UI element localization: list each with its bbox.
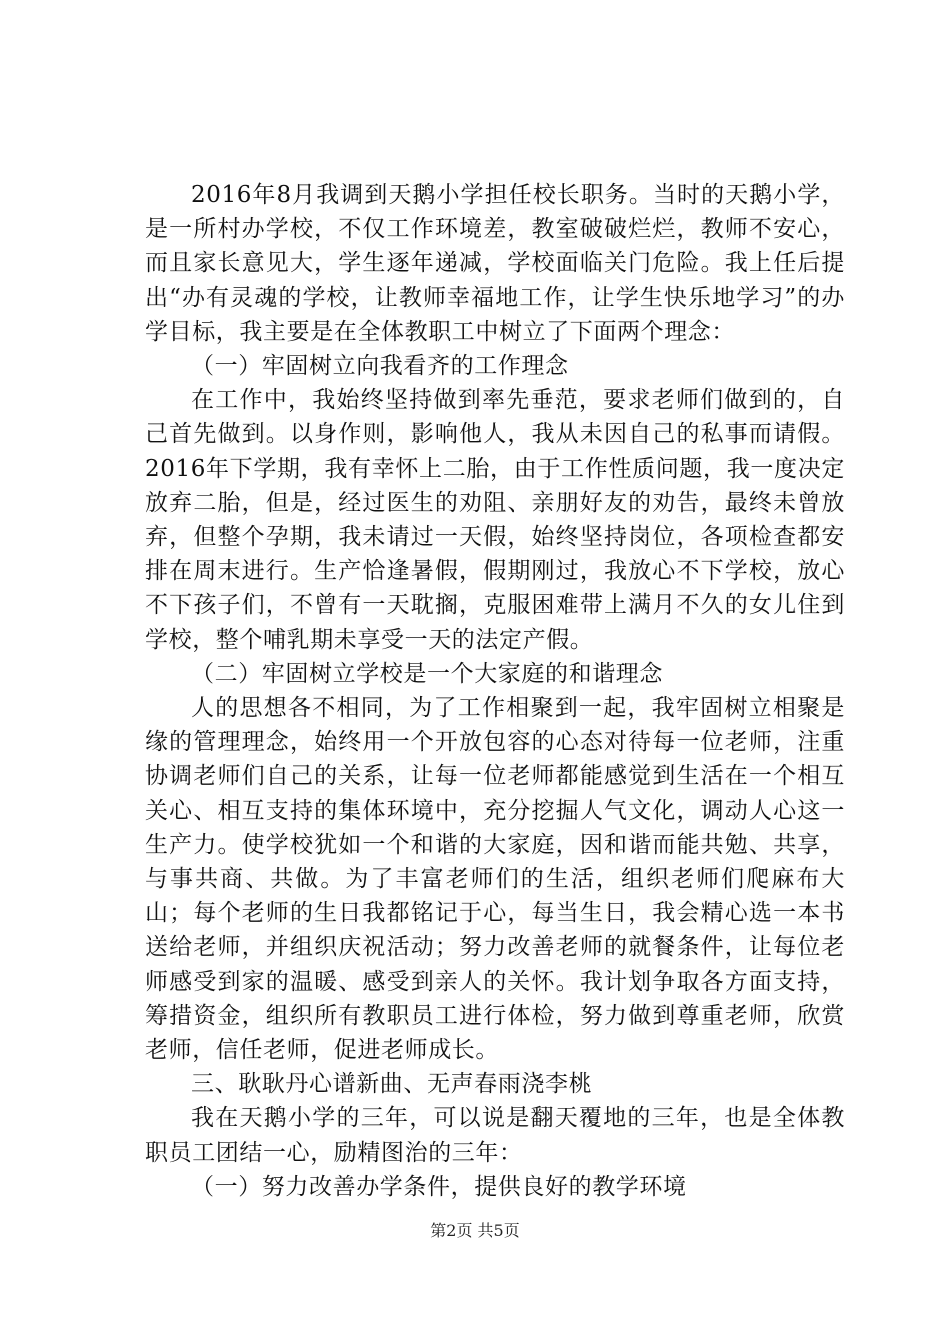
- section-heading-3-1: （一）努力改善办学条件，提供良好的教学环境: [191, 1173, 687, 1200]
- section-heading-1: （一）牢固树立向我看齐的工作理念: [191, 353, 569, 380]
- paragraph-three-years: 我在天鹅小学的三年，可以说是翻天覆地的三年，也是全体教职员工团结一心，励精图治的三年：: [145, 1105, 845, 1166]
- document-body: [145, 178, 845, 1204]
- section-heading-2: （二）牢固树立学校是一个大家庭的和谐理念: [191, 660, 663, 687]
- paragraph-leading-by-example: 在工作中，我始终坚持做到率先垂范，要求老师们做到的，自己首先做到。以身作则，影响他人，我从未因自己的私事而请假。2016年下学期，我有幸怀上二胎，由于工作性质问题，我一度决定放弃二胎，但是，经过医生的劝阻、亲朋好友的劝告，最终未曾放弃，但整个孕期，我未请过一天假，始终坚持岗位，各项检查都安排在周末进行。生产恰逢暑假，假期刚过，我放心不下学校，放心不下孩子们，不曾有一天耽搁，克服困难带上满月不久的女儿住到学校，整个哺乳期未享受一天的法定产假。: [145, 387, 845, 653]
- paragraph-harmony: 人的思想各不相同，为了工作相聚到一起，我牢固树立相聚是缘的管理理念，始终用一个开放包容的心态对待每一位老师，注重协调老师们自己的关系，让每一位老师都能感觉到生活在一个相互关心、相互支持的集体环境中，充分挖掘人气文化，调动人心这一生产力。使学校犹如一个和谐的大家庭，因和谐而能共勉、共享，与事共商、共做。为了丰富老师们的生活，组织老师们爬麻布大山；每个老师的生日我都铭记于心，每当生日，我会精心选一本书送给老师，并组织庆祝活动；努力改善老师的就餐条件，让每位老师感受到家的温暖、感受到亲人的关怀。我计划争取各方面支持，筹措资金，组织所有教职员工进行体检，努力做到尊重老师，欣赏老师，信任老师，促进老师成长。: [145, 695, 845, 1064]
- paragraph-intro: 2016年8月我调到天鹅小学担任校长职务。当时的天鹅小学，是一所村办学校，不仅工作环境差，教室破破烂烂，教师不安心，而且家长意见大，学生逐年递减，学校面临关门危险。我上任后提出“办有灵魂的学校，让教师幸福地工作，让学生快乐地学习”的办学目标，我主要是在全体教职工中树立了下面两个理念：: [145, 182, 845, 345]
- page-footer: 第2页 共5页: [430, 1221, 520, 1240]
- chapter-heading-3: 三、耿耿丹心谱新曲、无声春雨浇李桃: [191, 1071, 593, 1098]
